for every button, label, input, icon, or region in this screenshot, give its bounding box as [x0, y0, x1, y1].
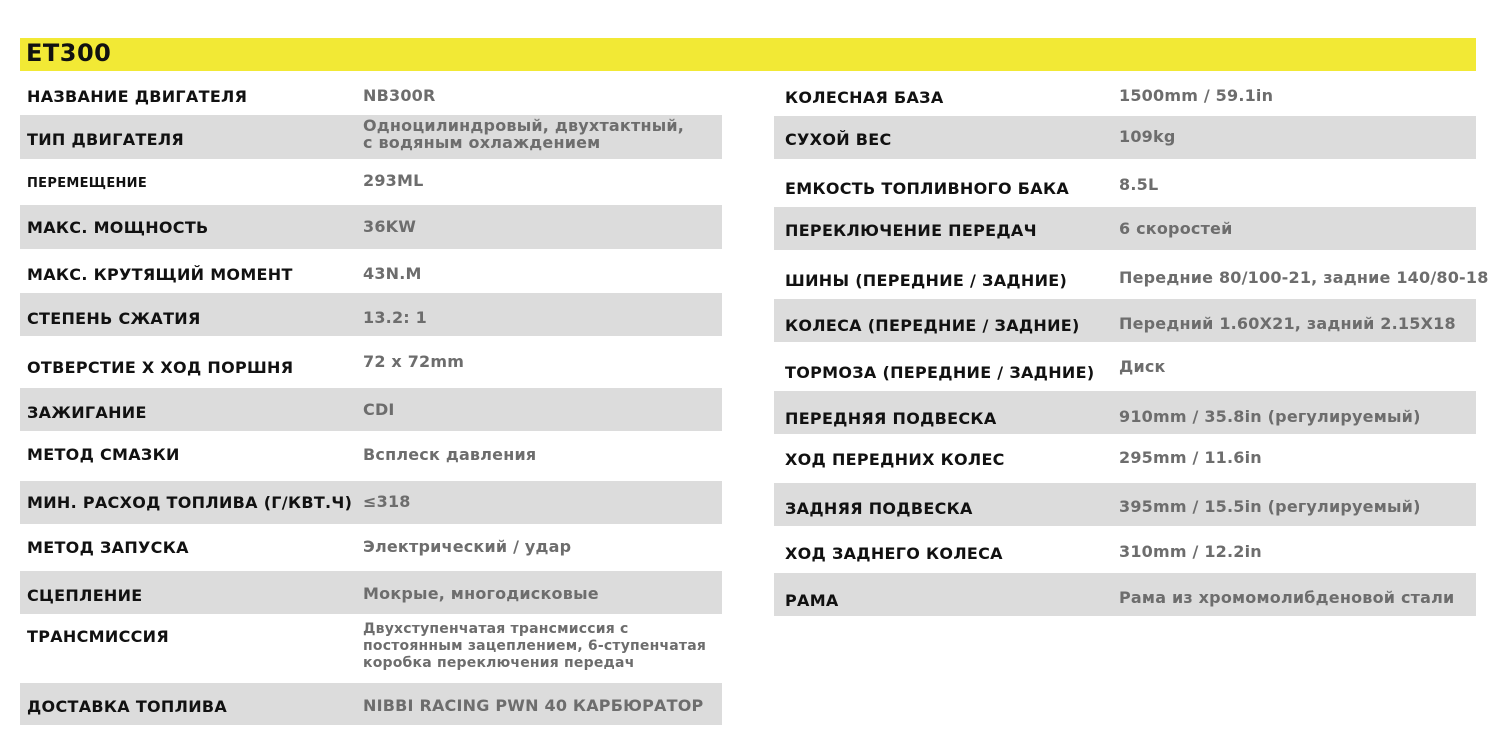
spec-label: ЕМКОСТЬ ТОПЛИВНОГО БАКА — [785, 179, 1070, 198]
spec-row — [20, 249, 722, 293]
spec-row — [20, 388, 722, 431]
spec-label: ДОСТАВКА ТОПЛИВА — [27, 697, 228, 716]
spec-row — [774, 391, 1476, 434]
spec-value-line: 1500mm / 59.1in — [1119, 86, 1274, 105]
spec-row — [774, 207, 1476, 250]
spec-value-line: с водяным охлаждением — [363, 133, 601, 152]
spec-value-line: Электрический / удар — [363, 537, 572, 556]
chassis-specs-column — [774, 73, 1489, 616]
spec-label: МАКС. КРУТЯЩИЙ МОМЕНТ — [27, 265, 293, 284]
spec-value — [363, 493, 411, 510]
spec-value — [1119, 315, 1456, 332]
spec-label: МЕТОД ЗАПУСКА — [27, 538, 189, 557]
spec-value-line: коробка переключения передач — [363, 655, 635, 671]
spec-label: ТИП ДВИГАТЕЛЯ — [27, 130, 185, 149]
spec-label: ТОРМОЗА (ПЕРЕДНИЕ / ЗАДНИЕ) — [785, 363, 1095, 382]
spec-label: ПЕРЕДНЯЯ ПОДВЕСКА — [785, 409, 997, 428]
spec-value-line: 8.5L — [1119, 175, 1159, 194]
spec-value — [1119, 408, 1421, 425]
spec-value — [363, 265, 422, 282]
spec-value-line: Диск — [1119, 357, 1166, 376]
spec-value-line: Всплеск давления — [363, 445, 537, 464]
spec-value — [363, 401, 395, 418]
spec-label: МАКС. МОЩНОСТЬ — [27, 218, 209, 237]
spec-value — [363, 87, 436, 104]
spec-label: ХОД ПЕРЕДНИХ КОЛЕС — [785, 450, 1005, 469]
spec-label: ПЕРЕКЛЮЧЕНИЕ ПЕРЕДАЧ — [785, 221, 1037, 240]
spec-value — [363, 172, 424, 189]
spec-value — [1119, 128, 1176, 145]
spec-value-line: Одноцилиндровый, двухтактный, — [363, 116, 685, 135]
spec-value — [1119, 358, 1166, 375]
spec-value-line: 43N.M — [363, 264, 422, 283]
spec-value — [1119, 220, 1233, 237]
spec-value-line: NB300R — [363, 86, 436, 105]
spec-value-line: CDI — [363, 400, 395, 419]
spec-value-line: NIBBI RACING PWN 40 КАРБЮРАТОР — [363, 696, 704, 715]
spec-row — [20, 614, 722, 683]
spec-value — [1119, 543, 1262, 560]
title-bar — [20, 38, 1476, 71]
spec-label: ШИНЫ (ПЕРЕДНИЕ / ЗАДНИЕ) — [785, 271, 1068, 290]
spec-value — [1119, 87, 1273, 104]
spec-value-line: 13.2: 1 — [363, 308, 427, 327]
spec-row — [774, 73, 1476, 116]
spec-value-line: ≤318 — [363, 492, 411, 511]
spec-value-line: постоянным зацеплением, 6-ступенчатая — [363, 638, 707, 654]
spec-value — [363, 309, 427, 326]
spec-value-line: Мокрые, многодисковые — [363, 584, 599, 603]
spec-value-line: 109kg — [1119, 127, 1176, 146]
spec-row — [20, 293, 722, 336]
spec-value-line: 72 x 72mm — [363, 352, 465, 371]
spec-row — [20, 115, 722, 159]
spec-label: СУХОЙ ВЕС — [785, 130, 892, 149]
spec-value-line: 6 скоростей — [1119, 219, 1233, 238]
spec-value-line: 295mm / 11.6in — [1119, 448, 1262, 467]
spec-row — [20, 524, 722, 571]
spec-row — [20, 481, 722, 524]
spec-value-line: Рама из хромомолибденовой стали — [1119, 588, 1455, 607]
spec-label: НАЗВАНИЕ ДВИГАТЕЛЯ — [27, 87, 248, 106]
spec-row — [774, 159, 1476, 207]
spec-label: МИН. РАСХОД ТОПЛИВА (Г/КВТ.Ч) — [27, 493, 353, 512]
spec-row — [774, 526, 1476, 573]
spec-label: ОТВЕРСТИЕ Х ХОД ПОРШНЯ — [27, 358, 294, 377]
spec-value-line: 293ML — [363, 171, 424, 190]
spec-label: СТЕПЕНЬ СЖАТИЯ — [27, 309, 201, 328]
spec-value — [1119, 498, 1421, 515]
spec-value — [363, 538, 571, 555]
spec-row — [774, 116, 1476, 159]
spec-row — [20, 683, 722, 725]
spec-row — [774, 299, 1476, 342]
spec-value — [1119, 589, 1454, 606]
spec-row — [20, 571, 722, 614]
spec-value — [363, 353, 464, 370]
spec-label: ЗАЖИГАНИЕ — [27, 403, 147, 422]
spec-row — [20, 431, 722, 481]
spec-label: КОЛЕСНАЯ БАЗА — [785, 88, 944, 107]
spec-value-line: 910mm / 35.8in (регулируемый) — [1119, 407, 1421, 426]
spec-value-line: Двухступенчатая трансмиссия с — [363, 621, 629, 637]
spec-label: РАМА — [785, 591, 839, 610]
spec-value — [1119, 269, 1489, 286]
spec-row — [20, 159, 722, 205]
spec-label: ТРАНСМИССИЯ — [27, 627, 169, 646]
spec-value — [363, 585, 599, 602]
spec-row — [774, 483, 1476, 526]
spec-value — [363, 621, 706, 672]
spec-row — [774, 342, 1476, 391]
spec-row — [774, 573, 1476, 616]
spec-value — [1119, 176, 1158, 193]
engine-specs-column — [20, 73, 722, 725]
spec-row — [20, 336, 722, 388]
spec-label: ЗАДНЯЯ ПОДВЕСКА — [785, 499, 973, 518]
spec-label: КОЛЕСА (ПЕРЕДНИЕ / ЗАДНИЕ) — [785, 316, 1080, 335]
spec-value-line: 310mm / 12.2in — [1119, 542, 1262, 561]
spec-row — [774, 434, 1476, 483]
spec-value — [363, 697, 703, 714]
spec-row — [20, 73, 722, 115]
spec-label: ХОД ЗАДНЕГО КОЛЕСА — [785, 544, 1003, 563]
spec-value — [363, 218, 416, 235]
spec-value — [363, 117, 684, 151]
spec-value — [1119, 449, 1262, 466]
spec-value-line: 36KW — [363, 217, 417, 236]
spec-label: ПЕРЕМЕЩЕНИЕ — [27, 176, 148, 191]
page-title: ET300 — [26, 39, 112, 67]
spec-value-line: Передние 80/100-21, задние 140/80-18 — [1119, 268, 1489, 287]
spec-value-line: Передний 1.60X21, задний 2.15X18 — [1119, 314, 1456, 333]
spec-row — [774, 250, 1489, 299]
spec-row — [20, 205, 722, 249]
spec-value-line: 395mm / 15.5in (регулируемый) — [1119, 497, 1421, 516]
spec-value — [363, 446, 536, 463]
spec-label: МЕТОД СМАЗКИ — [27, 445, 180, 464]
spec-label: СЦЕПЛЕНИЕ — [27, 586, 143, 605]
